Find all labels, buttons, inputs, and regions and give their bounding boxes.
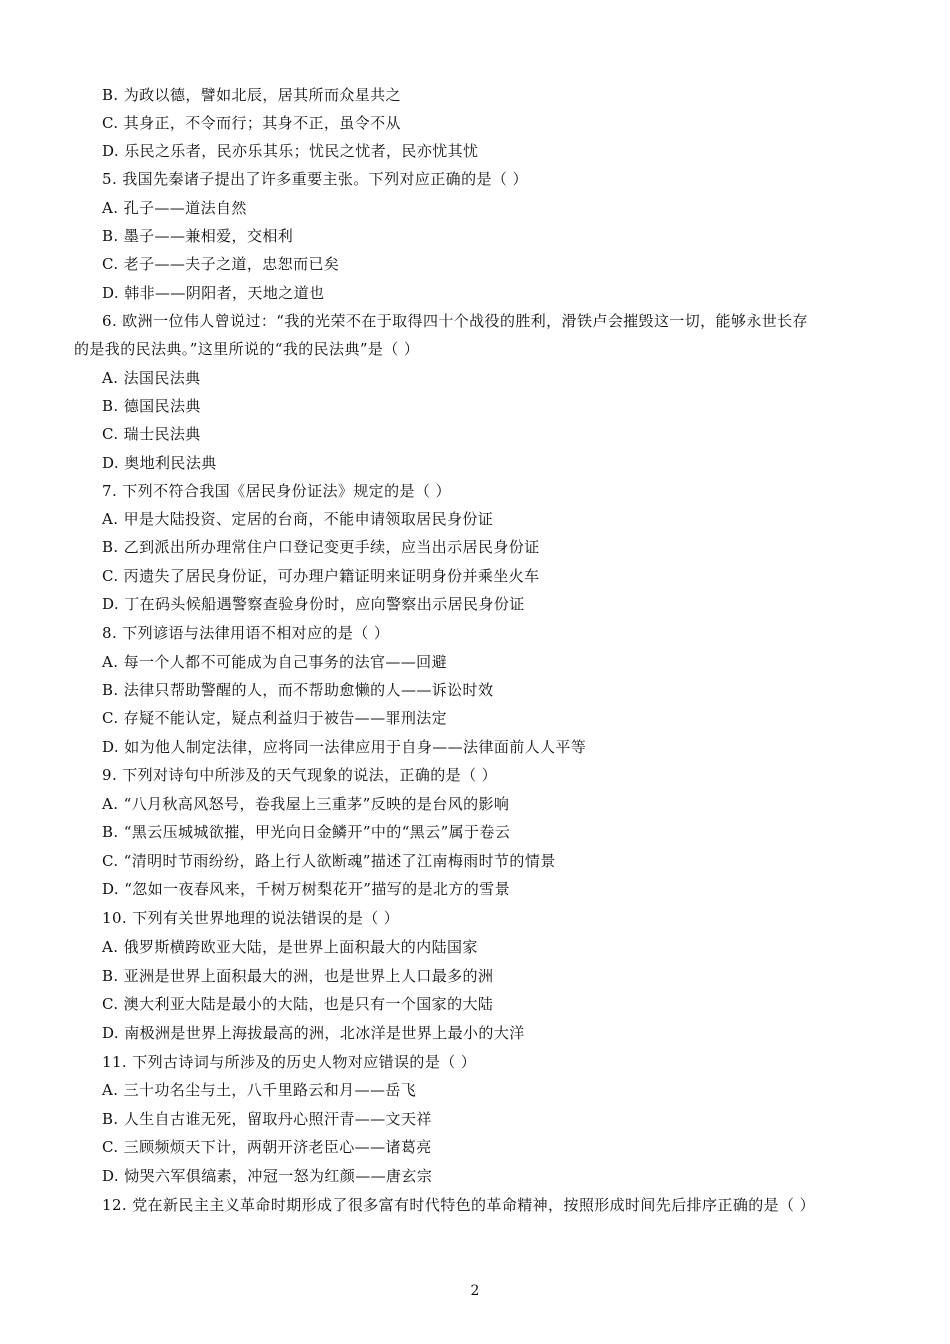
option-8d: D. 如为他人制定法律，应将同一法律应用于自身——法律面前人人平等 — [102, 738, 587, 756]
option-11a: A. 三十功名尘与土，八千里路云和月——岳飞 — [102, 1081, 417, 1099]
question-10: 10. 下列有关世界地理的说法错误的是（ ） — [102, 909, 400, 927]
question-6-continued: 的是我的民法典。”这里所说的“我的民法典”是（ ） — [74, 340, 420, 358]
option-5b: B. 墨子——兼相爱，交相利 — [102, 227, 294, 245]
option-10c: C. 澳大利亚大陆是最小的大陆，也是只有一个国家的大陆 — [102, 995, 494, 1013]
option-7b: B. 乙到派出所办理常住户口登记变更手续，应当出示居民身份证 — [102, 538, 540, 556]
option-6d: D. 奥地利民法典 — [102, 454, 217, 472]
option-10a: A. 俄罗斯横跨欧亚大陆，是世界上面积最大的内陆国家 — [102, 938, 478, 956]
question-7: 7. 下列不符合我国《居民身份证法》规定的是（ ） — [102, 482, 451, 500]
option-6c: C. 瑞士民法典 — [102, 425, 201, 443]
question-9: 9. 下列对诗句中所涉及的天气现象的说法，正确的是（ ） — [102, 766, 498, 784]
option-4b: B. 为政以德，譬如北辰，居其所而众星共之 — [102, 86, 401, 104]
option-8a: A. 每一个人都不可能成为自己事务的法官——回避 — [102, 653, 447, 671]
question-5: 5. 我国先秦诸子提出了许多重要主张。下列对应正确的是（ ） — [102, 170, 528, 188]
page-number: 2 — [470, 1283, 480, 1299]
option-6a: A. 法国民法典 — [102, 369, 201, 387]
question-11: 11. 下列古诗词与所涉及的历史人物对应错误的是（ ） — [102, 1053, 477, 1071]
option-5c: C. 老子——夫子之道，忠恕而已矣 — [102, 255, 340, 273]
option-7c: C. 丙遗失了居民身份证，可办理户籍证明来证明身份并乘坐火车 — [102, 567, 540, 585]
option-5d: D. 韩非——阴阳者，天地之道也 — [102, 284, 325, 302]
option-5a: A. 孔子——道法自然 — [102, 199, 247, 217]
option-9a: A. “八月秋高风怒号，卷我屋上三重茅”反映的是台风的影响 — [102, 795, 510, 813]
option-10b: B. 亚洲是世界上面积最大的洲，也是世界上人口最多的洲 — [102, 967, 494, 985]
option-7a: A. 甲是大陆投资、定居的台商，不能申请领取居民身份证 — [102, 510, 494, 528]
option-8b: B. 法律只帮助警醒的人，而不帮助愈懒的人——诉讼时效 — [102, 681, 494, 699]
option-4c: C. 其身正，不令而行；其身不正，虽令不从 — [102, 114, 401, 132]
question-12: 12. 党在新民主主义革命时期形成了很多富有时代特色的革命精神，按照形成时间先后排序正确的是（ ） — [102, 1196, 815, 1214]
option-7d: D. 丁在码头候船遇警察查验身份时，应向警察出示居民身份证 — [102, 595, 525, 613]
option-4d: D. 乐民之乐者，民亦乐其乐；忧民之忧者，民亦忧其忧 — [102, 142, 479, 160]
option-11c: C. 三顾频烦天下计，两朝开济老臣心——诸葛亮 — [102, 1138, 432, 1156]
option-10d: D. 南极洲是世界上海拔最高的洲，北冰洋是世界上最小的大洋 — [102, 1024, 525, 1042]
option-8c: C. 存疑不能认定，疑点利益归于被告——罪刑法定 — [102, 709, 448, 727]
option-6b: B. 德国民法典 — [102, 397, 201, 415]
option-9b: B. “黑云压城城欲摧，甲光向日金鳞开”中的“黑云”属于卷云 — [102, 823, 511, 841]
option-11b: B. 人生自古谁无死，留取丹心照汗青——文天祥 — [102, 1110, 432, 1128]
option-11d: D. 恸哭六军俱缟素，冲冠一怒为红颜——唐玄宗 — [102, 1167, 433, 1185]
option-9c: C. “清明时节雨纷纷，路上行人欲断魂”描述了江南梅雨时节的情景 — [102, 852, 556, 870]
question-8: 8. 下列谚语与法律用语不相对应的是（ ） — [102, 624, 390, 642]
question-6: 6. 欧洲一位伟人曾说过：“我的光荣不在于取得四十个战役的胜利，滑铁卢会摧毁这一切，能够永世长存 — [102, 312, 808, 330]
option-9d: D. “忽如一夜春风来，千树万树梨花开”描写的是北方的雪景 — [102, 880, 510, 898]
